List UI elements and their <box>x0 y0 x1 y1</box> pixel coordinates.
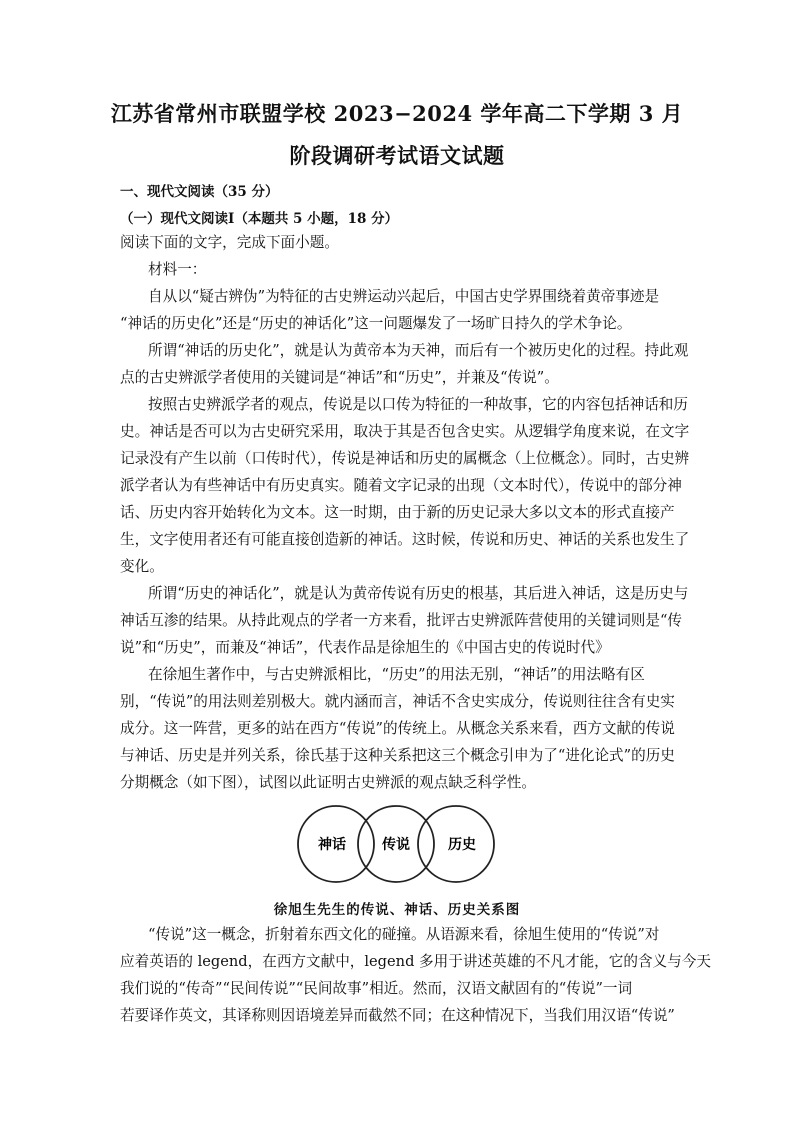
paragraph-line: 说”和“历史”，而兼及“神话”，代表作品是徐旭生的《中国古史的传说时代》 <box>120 639 610 656</box>
material-label: 材料一： <box>148 261 207 278</box>
paragraph-line: 自从以“疑古辨伪”为特征的古史辨运动兴起后，中国古史学界围绕着黄帝事迹是 <box>148 288 660 305</box>
paragraph-line: 我们说的“传奇”“民间传说”“民间故事”相近。然而，汉语文献固有的“传说”一词 <box>120 980 633 997</box>
paragraph-line: 成分。这一阵营，更多的站在西方“传说”的传统上。从概念关系来看，西方文献的传说 <box>120 720 675 737</box>
paragraph-line: 生，文字使用者还有可能直接创造新的神话。这时候，传说和历史、神话的关系也发生了 <box>120 531 690 548</box>
paragraph-line: 所谓“神话的历史化”，就是认为黄帝本为天神，而后有一个被历史化的过程。持此观 <box>148 342 689 359</box>
label-history: 历史 <box>448 837 476 853</box>
paragraph-line: 别，“传说”的用法则差别极大。就内涵而言，神话不含史实成分，传说则往往含有史实 <box>120 693 675 710</box>
paragraph-line: 按照古史辨派学者的观点，传说是以口传为特征的一种故事，它的内容包括神话和历 <box>148 396 688 413</box>
paragraph-line: 若要译作英文，其译称则因语境差异而截然不同；在这种情况下，当我们用汉语“传说” <box>120 1007 675 1024</box>
figure-caption: 徐旭生先生的传说、神话、历史关系图 <box>273 902 521 918</box>
paragraph-line: 神话互渗的结果。从持此观点的学者一方来看，批评古史辨派阵营使用的关键词则是“传 <box>120 612 683 629</box>
venn-diagram <box>296 804 506 884</box>
reading-instruction: 阅读下面的文字，完成下面小题。 <box>120 234 339 251</box>
paragraph-line: 变化。 <box>120 558 164 575</box>
paragraph-line: 派学者认为有些神话中有历史真实。随着文字记录的出现（文本时代），传说中的部分神 <box>120 477 682 494</box>
section-subheading: （一）现代文阅读Ⅰ（本题共 5 小题，18 分） <box>120 211 399 227</box>
label-legend: 传说 <box>382 837 410 853</box>
section-heading: 一、现代文阅读（35 分） <box>120 184 279 200</box>
paragraph-line: 话、历史内容开始转化为文本。这一时期，由于新的历史记录大多以文本的形式直接产 <box>120 504 675 521</box>
paragraph-line: “神话的历史化”还是“历史的神话化”这一问题爆发了一场旷日持久的学术争论。 <box>120 315 632 332</box>
paragraph-line: 点的古史辨派学者使用的关键词是“神话”和“历史”，并兼及“传说”。 <box>120 369 559 386</box>
paragraph-line: 与神话、历史是并列关系，徐氏基于这种关系把这三个概念引申为了“进化论式”的历史 <box>120 747 675 764</box>
document-title-line1: 江苏省常州市联盟学校 2023−2024 学年高二下学期 3 月 <box>110 101 684 126</box>
document-title-line2: 阶段调研考试语文试题 <box>289 143 505 168</box>
paragraph-line: 记录没有产生以前（口传时代），传说是神话和历史的属概念（上位概念）。同时，古史辨 <box>120 450 690 467</box>
paragraph-line: 在徐旭生著作中，与古史辨派相比，“历史”的用法无别，“神话”的用法略有区 <box>148 666 645 683</box>
paragraph-line: 所谓“历史的神话化”，就是认为黄帝传说有历史的根基，其后进入神话，这是历史与 <box>148 585 689 602</box>
paragraph-line: “传说”这一概念，折射着东西文化的碰撞。从语源来看，徐旭生使用的“传说”对 <box>148 926 660 943</box>
paragraph-line: 应着英语的 legend，在西方文献中，legend 多用于讲述英雄的不凡才能，它的含义与今天 <box>120 953 711 970</box>
paragraph-line: 史。神话是否可以为古史研究采用，取决于其是否包含史实。从逻辑学角度来说，在文字 <box>120 423 690 440</box>
label-myth: 神话 <box>318 837 346 853</box>
paragraph-line: 分期概念（如下图），试图以此证明古史辨派的观点缺乏科学性。 <box>120 774 536 791</box>
